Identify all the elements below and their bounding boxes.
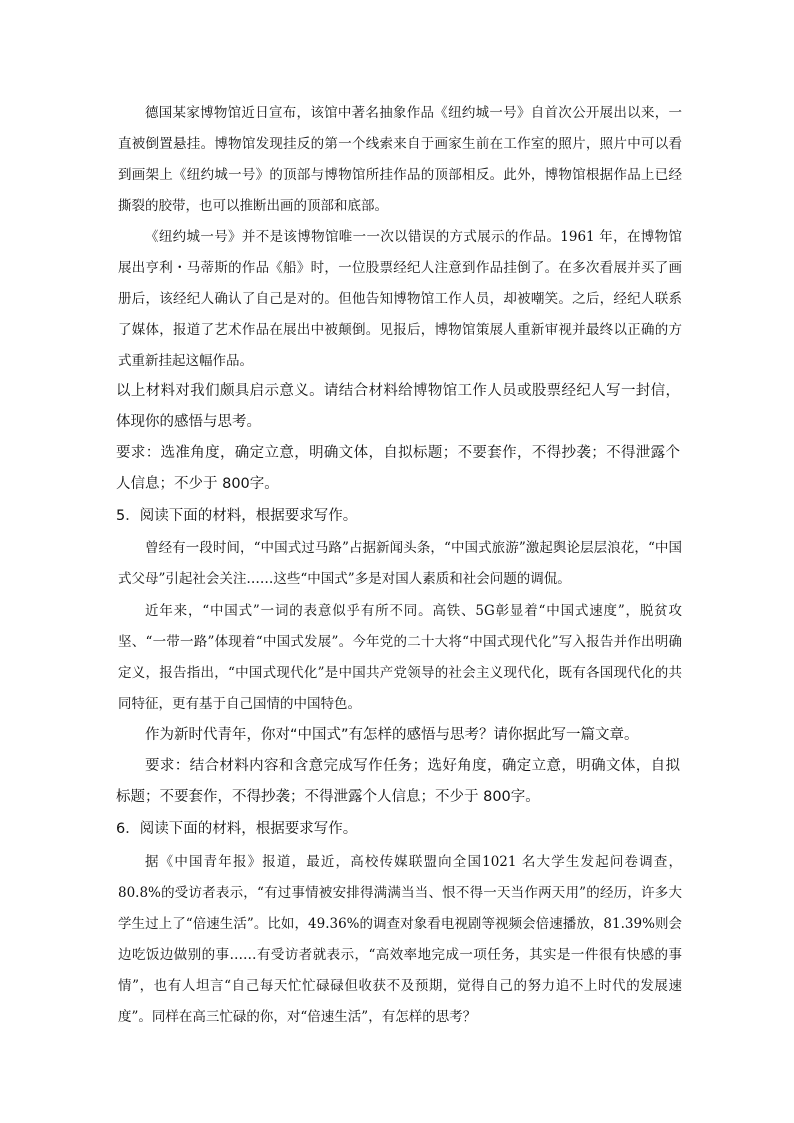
question-5-requirement: 要求：结合材料内容和含意完成写作任务；选好角度，确定立意，明确文体，自拟标题；不要套作，不得抄袭；不得泄露个人信息；不少于 800字。 (116, 758, 680, 805)
question-5-heading: 5．阅读下面的材料，根据要求写作。 (116, 508, 358, 524)
question-5-paragraph-1: 曾经有一段时间，“中国式过马路”占据新闻头条，“中国式旅游”激起舆论层层浪花，“中国式父母”引起社会关注……这些“中国式”多是对国人素质和社会问题的调侃。 (118, 540, 682, 587)
material-paragraph-1: 德国某家博物馆近日宣布，该馆中著名抽象作品《纽约城一号》自首次公开展出以来，一直被倒置悬挂。博物馆发现挂反的第一个线索来自于画家生前在工作室的照片，照片中可以看到画架上《纽约城一号》的顶部与博物馆所挂作品的顶部相反。此外，博物馆根据作品上已经撕裂的胶带，也可以推断出画的顶部和底部。 (118, 105, 682, 214)
material-paragraph-2: 《纽约城一号》并不是该博物馆唯一一次以错误的方式展示的作品。1961 年，在博物馆展出亨利・马蒂斯的作品《船》时，一位股票经纪人注意到作品挂倒了。在多次看展并买了画册后，该经纪人确认了自己是对的。但他告知博物馆工作人员，却被嘲笑。之后，经纪人联系了媒体，报道了艺术作品在展出中被颠倒。见报后，博物馆策展人重新审视并最终以正确的方式重新挂起这幅作品。 (118, 229, 682, 369)
question-6-heading: 6．阅读下面的材料，根据要求写作。 (116, 821, 358, 837)
material-requirement: 要求：选准角度，确定立意，明确文体，自拟标题；不要套作，不得抄袭；不得泄露个人信息；不少于 800字。 (116, 445, 680, 492)
question-5-prompt: 作为新时代青年，你对“中国式”有怎样的感悟与思考？请你据此写一篇文章。 (145, 727, 639, 743)
material-prompt: 以上材料对我们颇具启示意义。请结合材料给博物馆工作人员或股票经纪人写一封信，体现你的感悟与思考。 (116, 383, 680, 430)
question-5-paragraph-2: 近年来，“中国式”一词的表意似乎有所不同。高铁、5G彰显着“中国式速度”，脱贫攻坚、“一带一路”体现着“中国式发展”。今年党的二十大将“中国式现代化”写入报告并作出明确定义，报告指出，“中国式现代化”是中国共产党领导的社会主义现代化，既有各国现代化的共同特征，更有基于自己国情的中国特色。 (118, 603, 682, 712)
question-6-paragraph-1: 据《中国青年报》报道，最近，高校传媒联盟向全国1021 名大学生发起问卷调查，80.8%的受访者表示，“有过事情被安排得满满当当、恨不得一天当作两天用”的经历，许多大学生过上了“倍速生活”。比如，49.36%的调查对象看电视剧等视频会倍速播放，81.39%则会边吃饭边做别的事……有受访者就表示，“高效率地完成一项任务，其实是一件很有快感的事情”，也有人坦言“自己每天忙忙碌碌但收获不及预期，觉得自己的努力追不上时代的发展速度”。同样在高三忙碌的你，对“倍速生活”，有怎样的思考？ (118, 854, 682, 1025)
